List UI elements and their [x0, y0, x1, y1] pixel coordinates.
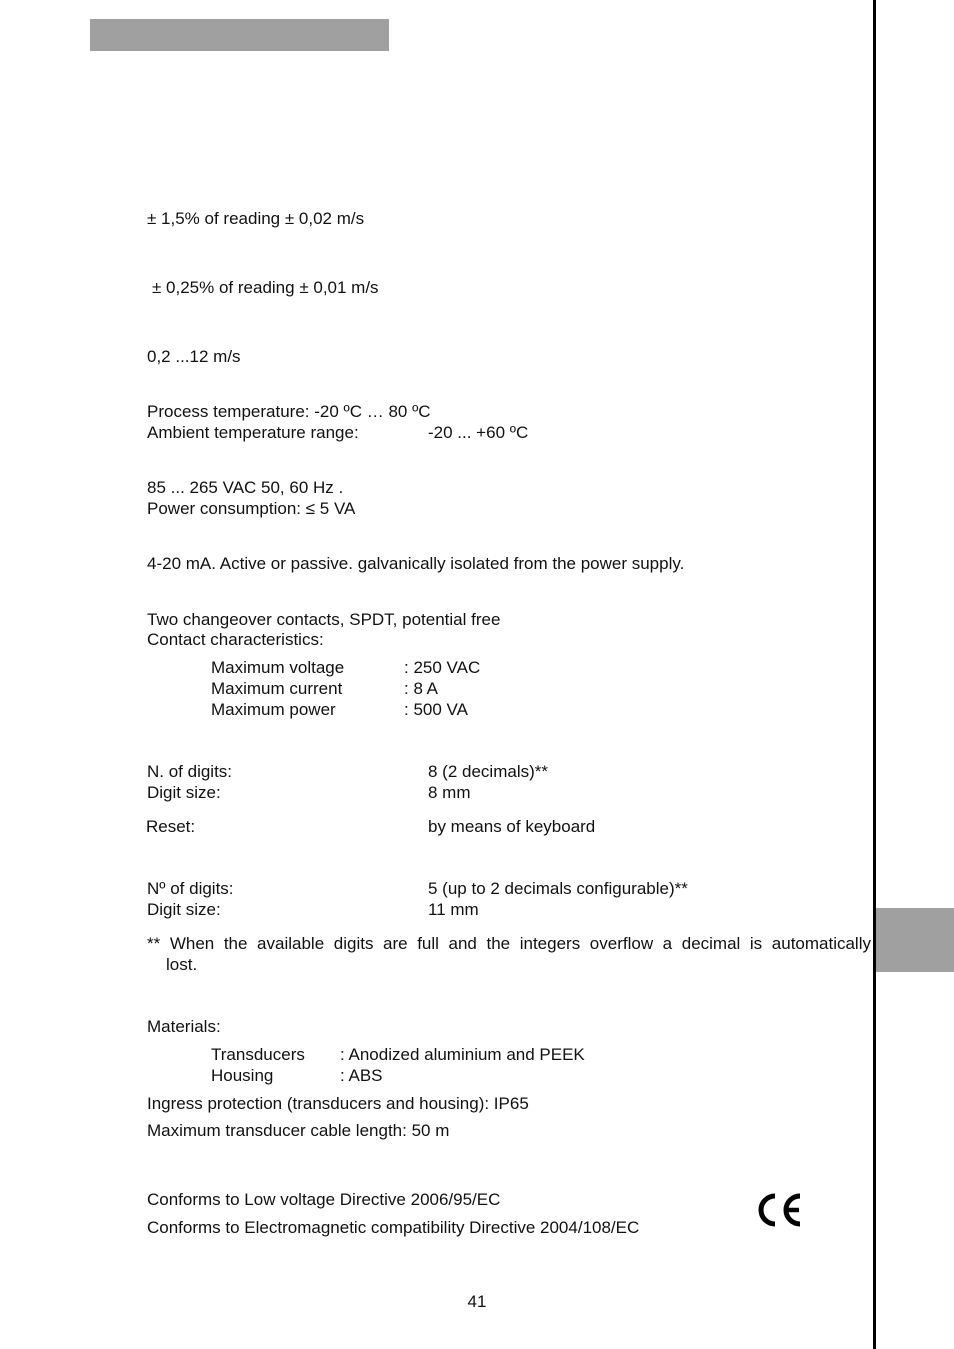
- ambient-temperature-label: Ambient temperature range:: [147, 423, 359, 442]
- relay-row-label: Maximum voltage: [211, 658, 345, 677]
- totalizer-size-label: Digit size:: [147, 783, 221, 802]
- power-supply: 85 ... 265 VAC 50, 60 Hz .: [147, 478, 344, 497]
- footnote-line-2: lost.: [166, 955, 198, 974]
- header-bar: [90, 19, 389, 51]
- material-row-label: Transducers: [211, 1045, 305, 1064]
- totalizer-size-value: 8 mm: [428, 783, 471, 802]
- side-tab: [876, 908, 954, 972]
- rate-digits-label: Nº of digits:: [147, 879, 234, 898]
- page-number: 41: [467, 1292, 487, 1311]
- relay-row-label: Maximum current: [211, 679, 343, 698]
- rate-size-value: 11 mm: [428, 900, 479, 919]
- totalizer-digits-label: N. of digits:: [147, 762, 233, 781]
- relay-row-value: : 8 A: [404, 679, 439, 698]
- cable-length: Maximum transducer cable length: 50 m: [147, 1121, 450, 1140]
- relay-contacts: Two changeover contacts, SPDT, potential free: [147, 610, 501, 629]
- rate-size-label: Digit size:: [147, 900, 221, 919]
- process-temperature: Process temperature: -20 ºC … 80 ºC: [147, 402, 431, 421]
- material-row-value: : ABS: [340, 1066, 383, 1085]
- repeatability-text: ± 0,25% of reading ± 0,01 m/s: [152, 278, 379, 297]
- rate-digits-value: 5 (up to 2 decimals configurable)**: [428, 879, 688, 898]
- relay-row-value: : 500 VA: [404, 700, 468, 719]
- power-consumption: Power consumption: ≤ 5 VA: [147, 499, 356, 518]
- material-row-label: Housing: [211, 1066, 274, 1085]
- footnote: [147, 933, 871, 975]
- totalizer-reset-value: by means of keyboard: [428, 817, 596, 836]
- low-voltage-directive: Conforms to Low voltage Directive 2006/95/EC: [147, 1190, 501, 1209]
- right-margin-rule: [873, 0, 876, 1349]
- totalizer-digits-value: 8 (2 decimals)**: [428, 762, 548, 781]
- totalizer-reset-label: Reset:: [146, 817, 196, 836]
- ingress-protection: Ingress protection (transducers and housing): IP65: [147, 1094, 529, 1113]
- range-text: 0,2 ...12 m/s: [147, 347, 241, 366]
- material-row-value: : Anodized aluminium and PEEK: [340, 1045, 585, 1064]
- contact-characteristics-label: Contact characteristics:: [147, 630, 324, 649]
- analog-output: 4-20 mA. Active or passive. galvanically isolated from the power supply.: [147, 554, 685, 573]
- accuracy-text: ± 1,5% of reading ± 0,02 m/s: [147, 209, 365, 228]
- relay-row-label: Maximum power: [211, 700, 336, 719]
- materials-label: Materials:: [147, 1017, 221, 1036]
- ce-mark-icon: [756, 1190, 804, 1230]
- emc-directive: Conforms to Electromagnetic compatibility Directive 2004/108/EC: [147, 1218, 640, 1237]
- relay-row-value: : 250 VAC: [404, 658, 481, 677]
- footnote-line-1: ** When the available digits are full and the integers overflow a decimal is automatically: [147, 934, 871, 953]
- ambient-temperature-value: -20 ... +60 ºC: [428, 423, 529, 442]
